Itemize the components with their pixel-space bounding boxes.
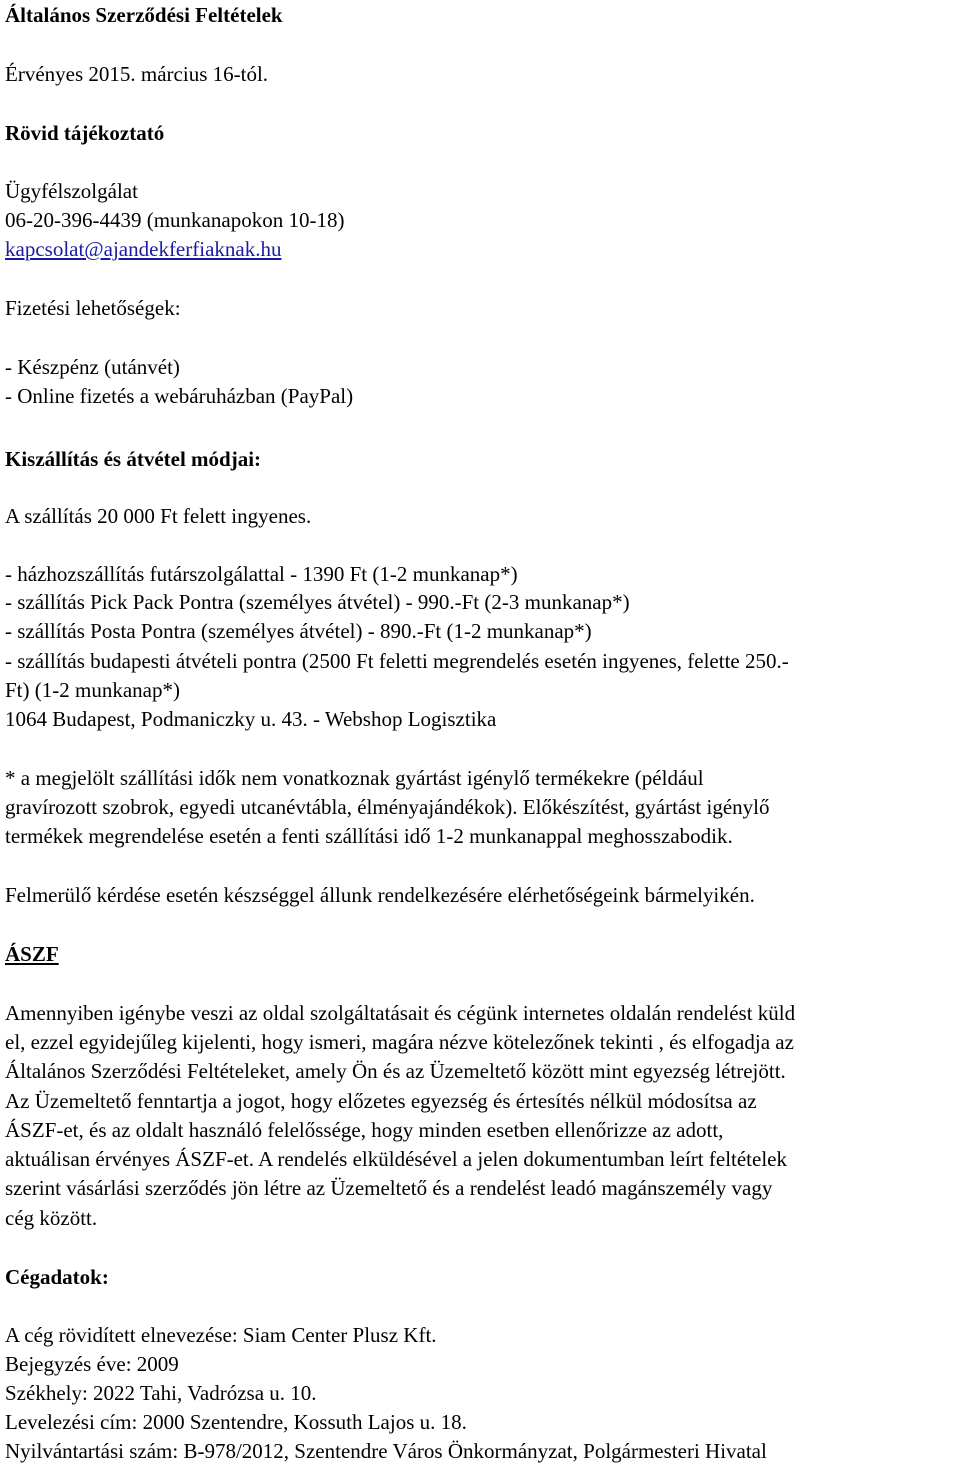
support-label: Ügyfélszolgálat <box>5 179 138 203</box>
aszf-paragraph-line: Amennyiben igénybe veszi az oldal szolgáltatásait és cégünk internetes oldalán rendelést küld <box>5 1001 796 1025</box>
shipping-heading: Kiszállítás és átvétel módjai: <box>5 447 262 471</box>
shipping-line: - szállítás Pick Pack Pontra (személyes átvétel) - 990.-Ft (2-3 munkanap*) <box>5 590 630 614</box>
support-email-link[interactable]: kapcsolat@ajandekferfiaknak.hu <box>5 237 282 261</box>
aszf-paragraph-line: el, ezzel egyidejűleg kijelenti, hogy ismeri, magára nézve kötelezőnek tekinti , és elfogadja az <box>5 1030 794 1054</box>
shipping-line: Ft) (1-2 munkanap*) <box>5 678 180 702</box>
company-heading: Cégadatok: <box>5 1265 109 1289</box>
shipping-footnote: * a megjelölt szállítási idők nem vonatkoznak gyártást igénylő termékekre (például <box>5 766 704 790</box>
shipping-line: - házhozszállítás futárszolgálattal - 1390 Ft (1-2 munkanap*) <box>5 562 518 586</box>
aszf-paragraph-line: Az Üzemeltető fenntartja a jogot, hogy előzetes egyezség és értesítés nélkül módosítsa az <box>5 1089 757 1113</box>
aszf-paragraph-line: Általános Szerződési Feltételeket, amely Ön és az Üzemeltető között mint egyezség létrejött. <box>5 1059 786 1083</box>
company-line: A cég rövidített elnevezése: Siam Center Plusz Kft. <box>5 1323 437 1347</box>
company-line: Székhely: 2022 Tahi, Vadrózsa u. 10. <box>5 1381 317 1405</box>
payment-heading: Fizetési lehetőségek: <box>5 296 181 320</box>
shipping-line: - szállítás budapesti átvételi pontra (2500 Ft feletti megrendelés esetén ingyenes, felette 250.- <box>5 649 789 673</box>
aszf-paragraph-line: aktuálisan érvényes ÁSZF-et. A rendelés elküldésével a jelen dokumentumban leírt feltételek <box>5 1147 787 1171</box>
valid-from: Érvényes 2015. március 16-tól. <box>5 62 269 86</box>
shipping-footnote: gravírozott szobrok, egyedi utcanévtábla, élményajándékok). Előkészítést, gyártást igénylő <box>5 795 770 819</box>
summary-heading: Rövid tájékoztató <box>5 121 165 145</box>
payment-item: - Online fizetés a webáruházban (PayPal) <box>5 384 354 408</box>
shipping-address: 1064 Budapest, Podmaniczky u. 43. - Webshop Logisztika <box>5 707 497 731</box>
aszf-paragraph-line: szerint vásárlási szerződés jön létre az Üzemeltető és a rendelést leadó magánszemély vagy <box>5 1176 773 1200</box>
page-title: Általános Szerződési Feltételek <box>5 3 283 27</box>
shipping-footnote: termékek megrendelése esetén a fenti szállítási idő 1-2 munkanappal meghosszabodik. <box>5 824 733 848</box>
shipping-free-note: A szállítás 20 000 Ft felett ingyenes. <box>5 504 312 528</box>
payment-item: - Készpénz (utánvét) <box>5 355 180 379</box>
shipping-line: - szállítás Posta Pontra (személyes átvétel) - 890.-Ft (1-2 munkanap*) <box>5 619 592 643</box>
questions-note: Felmerülő kérdése esetén készséggel állunk rendelkezésére elérhetőségeink bármelyikén. <box>5 883 755 907</box>
company-line: Nyilvántartási szám: B-978/2012, Szentendre Város Önkormányzat, Polgármesteri Hivatal <box>5 1439 767 1463</box>
company-line: Bejegyzés éve: 2009 <box>5 1352 179 1376</box>
aszf-heading: ÁSZF <box>5 942 59 966</box>
aszf-paragraph-line: ÁSZF-et, és az oldalt használó felelőssége, hogy minden esetben ellenőrizze az adott, <box>5 1118 724 1142</box>
company-line: Levelezési cím: 2000 Szentendre, Kossuth Lajos u. 18. <box>5 1410 467 1434</box>
aszf-paragraph-line: cég között. <box>5 1206 98 1230</box>
support-phone: 06-20-396-4439 (munkanapokon 10-18) <box>5 208 345 232</box>
